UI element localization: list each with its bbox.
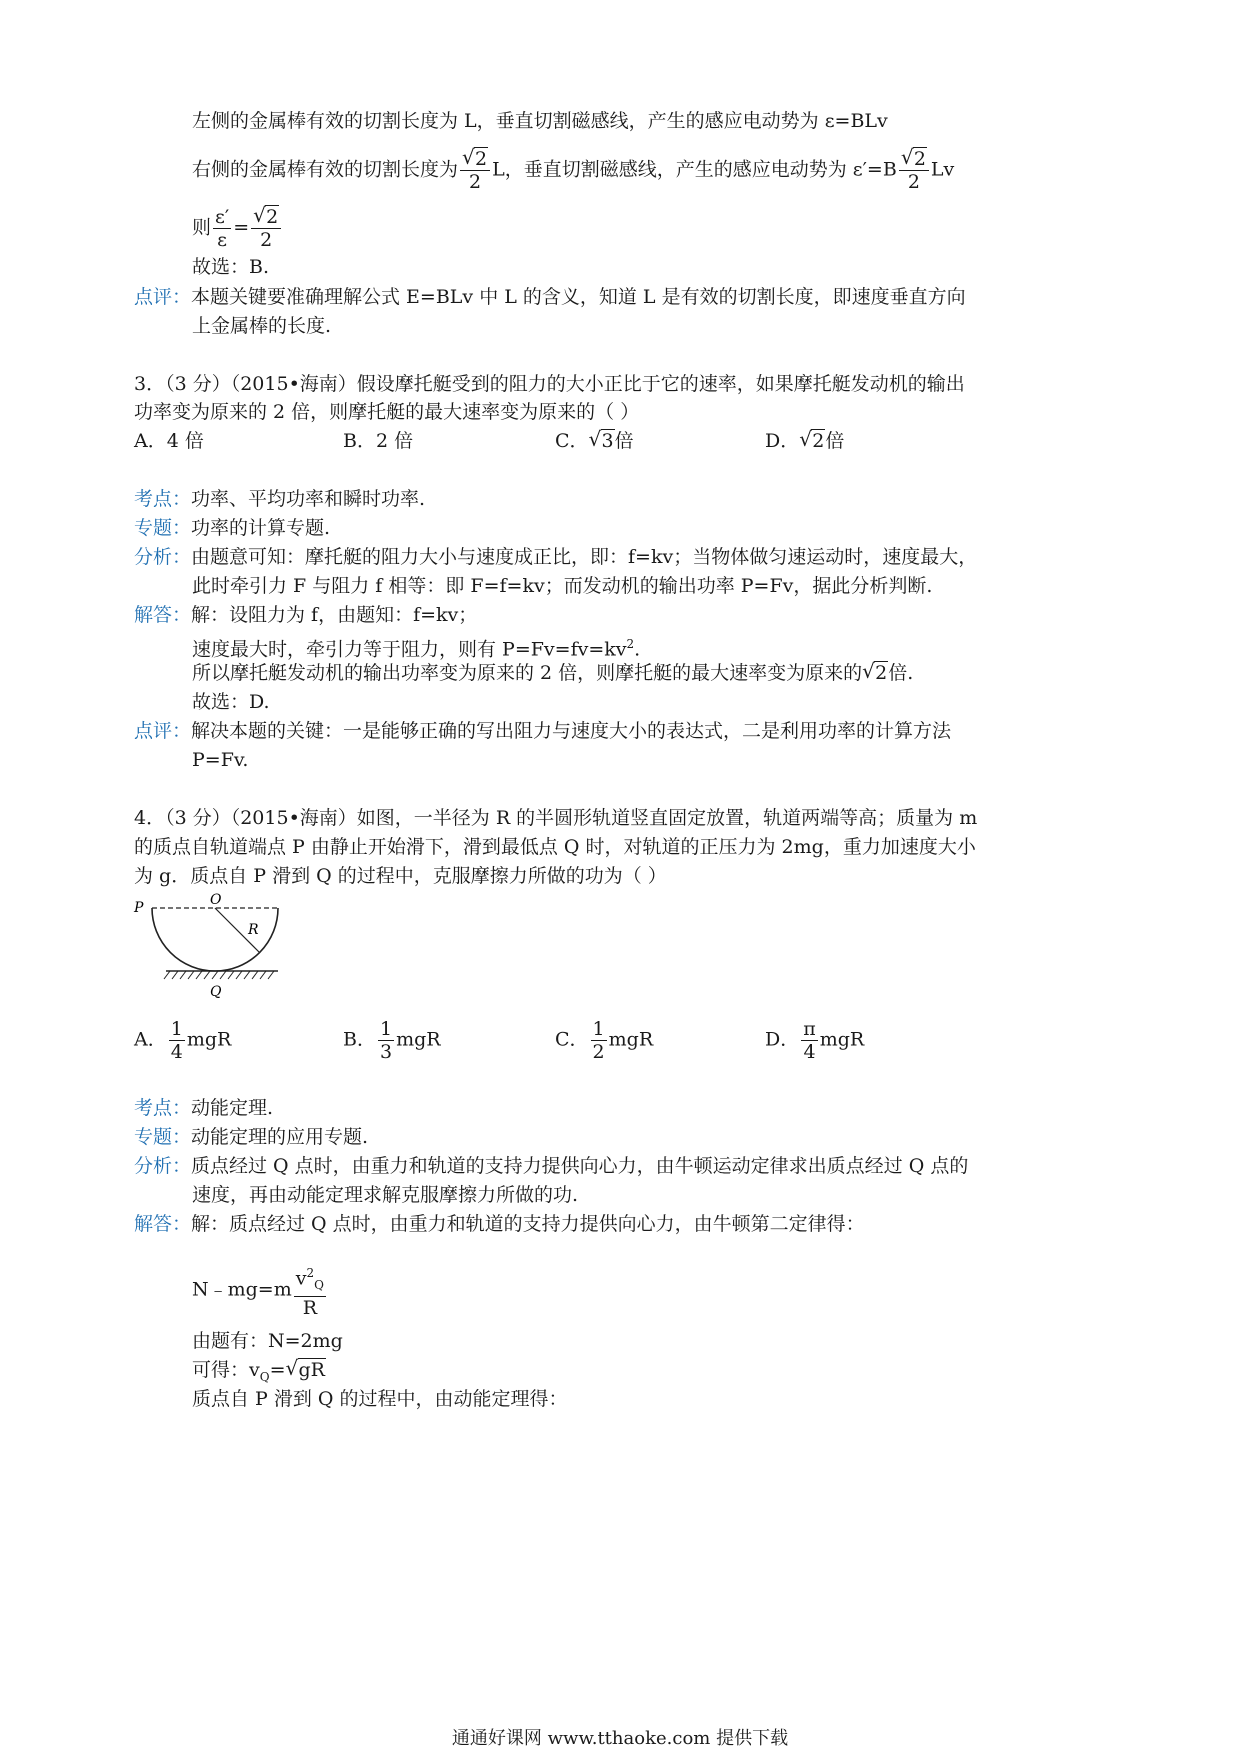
- text: 则: [192, 216, 212, 239]
- den: R: [302, 1297, 318, 1320]
- fraction: [801, 1018, 818, 1063]
- den: 4: [170, 1041, 183, 1063]
- q4-option-b: [343, 1018, 441, 1063]
- q4-fenxi-1: [134, 1153, 968, 1179]
- q3-jieda-2: [192, 631, 641, 661]
- text: 速度最大时，牵引力等于阻力，则有 P=Fv=fv=kv: [192, 638, 627, 661]
- label: 分析：: [134, 1155, 192, 1177]
- label: 解答：: [134, 604, 192, 626]
- label: 专题：: [134, 1126, 192, 1148]
- q4-zhuanti: [134, 1124, 368, 1150]
- q3-jieda-4: 故选：D.: [192, 691, 270, 713]
- fraction: [591, 1018, 607, 1063]
- superscript: 2: [306, 1266, 315, 1280]
- text: 动能定理的应用专题.: [191, 1126, 369, 1148]
- q3-option-b: B．2 倍: [343, 430, 414, 452]
- sqrt-arg: 2: [812, 430, 825, 452]
- den: ε: [217, 229, 228, 251]
- den: 2: [469, 171, 482, 193]
- label: 解答：: [134, 1213, 192, 1235]
- sqrt-arg: 2: [475, 148, 488, 170]
- text: D．: [765, 1028, 800, 1051]
- label-q: Q: [210, 984, 222, 1000]
- text: mgR: [396, 1028, 441, 1051]
- num: π: [803, 1018, 816, 1040]
- q4-option-a: [134, 1018, 232, 1063]
- q3-fenxi-1: [134, 544, 977, 570]
- text: =: [233, 216, 250, 239]
- text: 解：设阻力为 f，由题知：f=kv；: [191, 604, 478, 626]
- den: 2: [592, 1041, 605, 1063]
- q3-option-d: [765, 428, 844, 454]
- text: 质点经过 Q 点时，由重力和轨道的支持力提供向心力，由牛顿运动定律求出质点经过 Q 点的: [191, 1155, 969, 1177]
- fraction: [213, 206, 231, 251]
- label: 考点：: [134, 488, 192, 510]
- q2-answer: 故选：B.: [192, 256, 270, 278]
- label-p: P: [134, 900, 144, 916]
- den: 4: [803, 1041, 816, 1063]
- q2-ratio: [192, 203, 283, 251]
- q3-fenxi-2: 此时牵引力 F 与阻力 f 相等：即 F=f=kv；而发动机的输出功率 P=Fv，据此分析判断.: [192, 575, 933, 597]
- sqrt-arg: 2: [875, 662, 888, 684]
- text: C．: [555, 1028, 589, 1051]
- fraction: [378, 1018, 394, 1063]
- text: 解决本题的关键：一是能够正确的写出阻力与速度大小的表达式，二是利用功率的计算方法: [191, 720, 952, 742]
- den: 3: [379, 1041, 393, 1063]
- text: mgR: [186, 1028, 232, 1051]
- page-footer: 通通好课网 www.tthaoke.com 提供下载: [451, 1728, 789, 1749]
- text: L，垂直切割磁感线，产生的感应电动势为 ε′=B: [492, 158, 897, 181]
- label: 分析：: [134, 546, 192, 568]
- text: N﹣mg=m: [192, 1278, 292, 1301]
- q4-kaodian: [134, 1095, 273, 1121]
- q3-dianping-1: [134, 718, 951, 744]
- q4-stem-2: 的质点自轨道端点 P 由静止开始滑下，滑到最低点 Q 时，对轨道的正压力为 2mg，重力加速度大小: [134, 836, 976, 858]
- text: 倍.: [888, 662, 914, 684]
- q2-comment-1: [134, 284, 966, 310]
- num: 1: [170, 1018, 183, 1040]
- sqrt-arg: gR: [298, 1359, 325, 1381]
- q3-jieda-3: [192, 660, 913, 686]
- q4-stem-1: 4．（3 分）（2015•海南）如图，一半径为 R 的半圆形轨道竖直固定放置，轨道两端等高；质量为 m: [134, 807, 978, 829]
- sqrt-arg: 3: [601, 430, 614, 452]
- q3-stem-1: 3．（3 分）（2015•海南）假设摩托艇受到的阻力的大小正比于它的速率，如果摩托艇发动机的输出: [134, 373, 965, 395]
- label-r: R: [248, 922, 259, 938]
- text: 右侧的金属棒有效的切割长度为: [192, 158, 459, 181]
- text: 可得：v: [192, 1359, 260, 1381]
- text: 倍: [825, 430, 845, 452]
- label-o: O: [210, 892, 222, 908]
- q4-jieda-2: 由题有：N=2mg: [192, 1330, 343, 1352]
- text: 倍: [614, 430, 634, 452]
- fraction: [294, 1262, 326, 1319]
- q3-kaodian: [134, 486, 425, 512]
- q2-line-left-rod: 左侧的金属棒有效的切割长度为 L，垂直切割磁感线，产生的感应电动势为 ε=BLv: [192, 110, 888, 132]
- fraction: √ 2 2: [460, 148, 490, 193]
- den: 2: [907, 171, 920, 193]
- sqrt: √ 2: [862, 659, 888, 684]
- q4-equation-newton: [192, 1262, 328, 1320]
- text: v: [295, 1267, 307, 1290]
- label: 考点：: [134, 1097, 192, 1119]
- label: 专题：: [134, 517, 192, 539]
- q3-dianping-2: P=Fv.: [192, 749, 249, 771]
- label: 点评：: [134, 286, 192, 308]
- semicircle-track: [152, 908, 278, 971]
- text: 功率的计算专题.: [191, 517, 331, 539]
- subscript: Q: [314, 1278, 324, 1293]
- ground-hatch: [164, 971, 274, 979]
- superscript: 2: [626, 637, 635, 651]
- text: =: [269, 1359, 286, 1381]
- q4-jieda-1: [134, 1211, 865, 1237]
- text: 由题意可知：摩托艇的阻力大小与速度成正比，即：f=kv；当物体做匀速运动时，速度最大，: [191, 546, 978, 568]
- text: mgR: [608, 1028, 654, 1051]
- q3-jieda-1: [134, 602, 477, 628]
- q3-option-a: A．4 倍: [134, 430, 204, 452]
- den: 2: [260, 229, 273, 251]
- q2-comment-2: 上金属棒的长度.: [192, 315, 332, 337]
- q2-line-right-rod: [192, 145, 955, 193]
- text: D．: [765, 430, 800, 452]
- text: 功率、平均功率和瞬时功率.: [191, 488, 426, 510]
- text: B．: [343, 1028, 376, 1051]
- sqrt: √ 3: [588, 427, 614, 452]
- sqrt-arg: 2: [913, 148, 926, 170]
- q4-fenxi-2: 速度，再由动能定理求解克服摩擦力所做的功.: [192, 1184, 579, 1206]
- num: 1: [592, 1018, 605, 1040]
- text: mgR: [819, 1028, 865, 1051]
- q4-stem-3: 为 g．质点自 P 滑到 Q 的过程中，克服摩擦力所做的功为（ ）: [134, 865, 667, 887]
- sqrt: √ 2: [799, 427, 825, 452]
- num: ε′: [215, 206, 230, 228]
- q4-option-d: [765, 1018, 865, 1063]
- fraction: [169, 1018, 185, 1063]
- text: C．: [555, 430, 589, 452]
- text: 本题关键要准确理解公式 E=BLv 中 L 的含义，知道 L 是有效的切割长度，即速度垂直方向: [191, 286, 966, 308]
- text: .: [634, 638, 641, 661]
- semicircle-track-figure: [130, 892, 290, 1010]
- text: 动能定理.: [191, 1097, 274, 1119]
- text: Lv: [930, 158, 955, 181]
- q4-jieda-3: [192, 1357, 326, 1383]
- num: 1: [379, 1018, 393, 1040]
- q3-stem-2: 功率变为原来的 2 倍，则摩托艇的最大速率变为原来的（ ）: [134, 401, 640, 423]
- q3-zhuanti: [134, 515, 330, 541]
- text: 所以摩托艇发动机的输出功率变为原来的 2 倍，则摩托艇的最大速率变为原来的: [192, 662, 863, 684]
- sqrt-arg: 2: [266, 206, 279, 228]
- text: A．: [134, 1028, 167, 1051]
- label: 点评：: [134, 720, 192, 742]
- text: 解：质点经过 Q 点时，由重力和轨道的支持力提供向心力，由牛顿第二定律得：: [191, 1213, 865, 1235]
- q4-jieda-4: 质点自 P 滑到 Q 的过程中，由动能定理得：: [192, 1388, 568, 1410]
- fraction: √ 2 2: [899, 148, 929, 193]
- sqrt: √ gR: [285, 1356, 325, 1381]
- q3-option-c: [555, 428, 634, 454]
- fraction: √ 2 2: [251, 206, 281, 251]
- q4-option-c: [555, 1018, 654, 1063]
- subscript: Q: [259, 1369, 270, 1384]
